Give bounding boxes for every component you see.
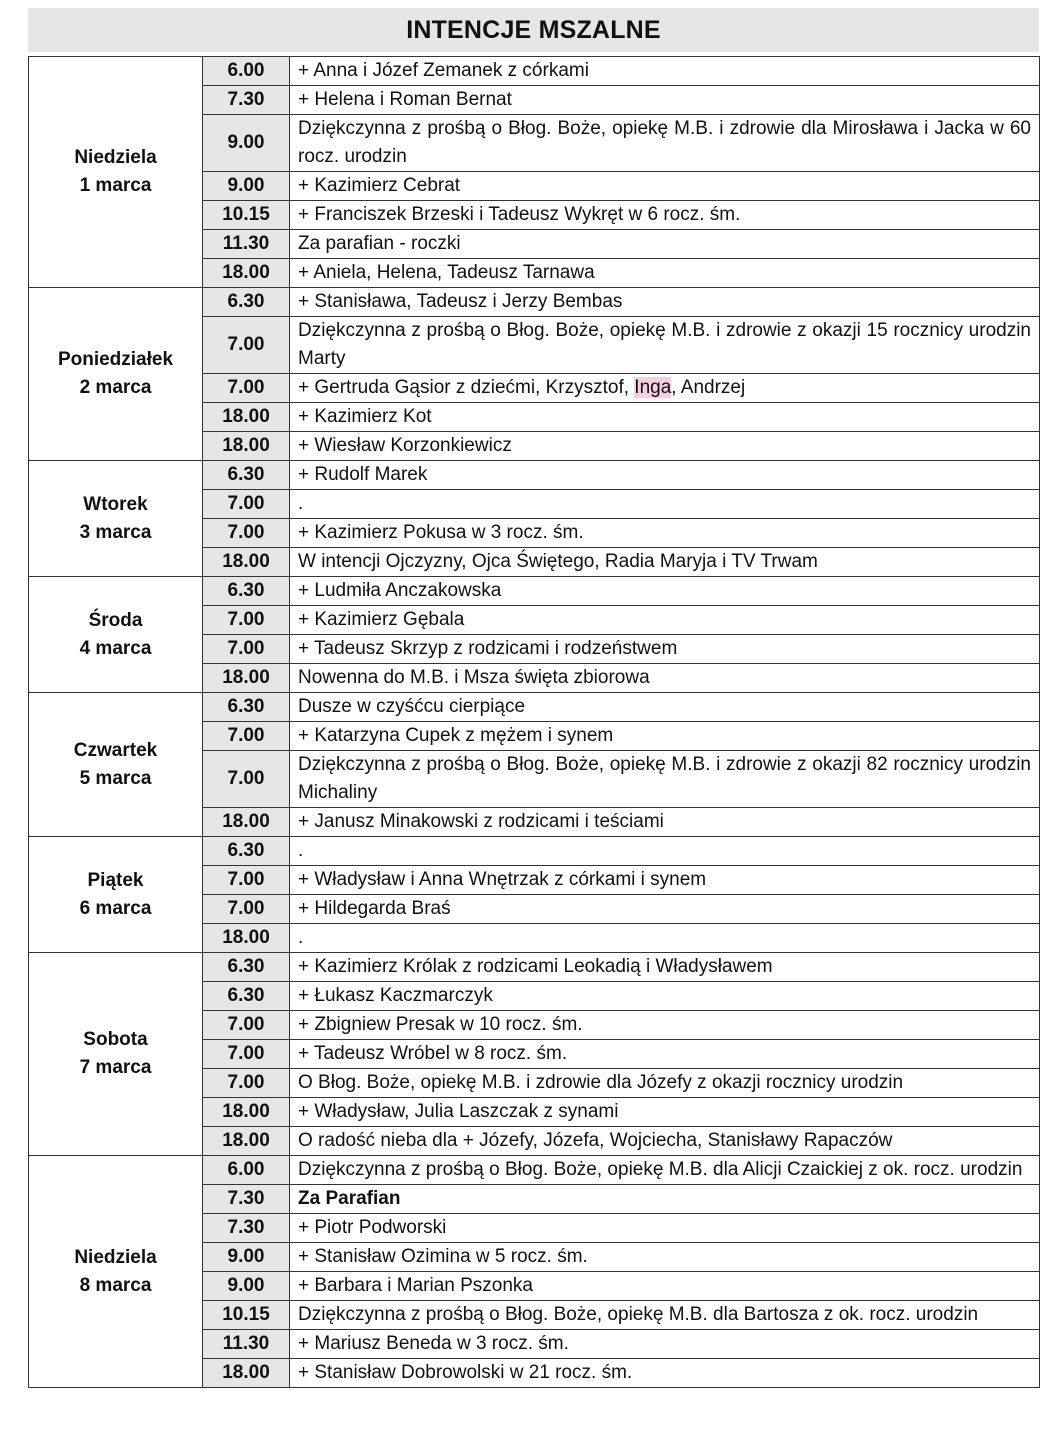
mass-intention: + Zbigniew Presak w 10 rocz. śm.: [290, 1011, 1040, 1040]
mass-intention: + Kazimierz Kot: [290, 403, 1040, 432]
mass-time: 10.15: [203, 1301, 290, 1330]
day-date: 3 marca: [79, 521, 152, 543]
mass-intention: + Janusz Minakowski z rodzicami i teściami: [290, 808, 1040, 837]
mass-time: 7.00: [203, 895, 290, 924]
mass-time: 9.00: [203, 1272, 290, 1301]
mass-intention: + Rudolf Marek: [290, 461, 1040, 490]
day-date: 7 marca: [79, 1057, 152, 1078]
mass-intention: + Mariusz Beneda w 3 rocz. śm.: [290, 1330, 1040, 1359]
day-name: Piątek: [87, 869, 144, 891]
mass-intention: + Tadeusz Wróbel w 8 rocz. śm.: [290, 1040, 1040, 1069]
mass-intention: + Stanisław Dobrowolski w 21 rocz. śm.: [290, 1359, 1040, 1388]
mass-time: 18.00: [203, 403, 290, 432]
mass-intention: + Helena i Roman Bernat: [290, 86, 1040, 115]
mass-time: 7.00: [203, 606, 290, 635]
mass-time: 7.00: [203, 519, 290, 548]
mass-time: 6.00: [203, 1156, 290, 1185]
table-row: [29, 461, 1040, 490]
mass-intention: + Wiesław Korzonkiewicz: [290, 432, 1040, 461]
day-date: 1 marca: [79, 175, 152, 196]
mass-intention: O radość nieba dla + Józefy, Józefa, Wojciecha, Stanisławy Rapaczów: [290, 1127, 1040, 1156]
day-date: 4 marca: [79, 637, 152, 659]
mass-intention: + Władysław i Anna Wnętrzak z córkami i synem: [290, 866, 1040, 895]
mass-time: 18.00: [203, 1127, 290, 1156]
day-name: Wtorek: [83, 493, 148, 515]
mass-intention: Dziękczynna z prośbą o Błog. Boże, opiekę M.B. dla Alicji Czaickiej z ok. rocz. urodzin: [290, 1156, 1040, 1185]
mass-intention: [290, 374, 1040, 403]
day-name: Środa: [88, 609, 143, 631]
mass-intention: Za Parafian: [290, 1185, 1040, 1214]
highlighted-name: Inga: [634, 377, 672, 398]
mass-time: 18.00: [203, 548, 290, 577]
mass-intention: + Barbara i Marian Pszonka: [290, 1272, 1040, 1301]
mass-intention: + Kazimierz Cebrat: [290, 172, 1040, 201]
mass-time: 7.00: [203, 751, 290, 808]
mass-time: 18.00: [203, 1359, 290, 1388]
mass-time: 7.00: [203, 490, 290, 519]
mass-time: 6.30: [203, 577, 290, 606]
day-date: 2 marca: [79, 377, 152, 398]
mass-intention: + Anna i Józef Zemanek z córkami: [290, 57, 1040, 86]
mass-intention: + Władysław, Julia Laszczak z synami: [290, 1098, 1040, 1127]
mass-time: 18.00: [203, 808, 290, 837]
mass-intention: + Kazimierz Pokusa w 3 rocz. śm.: [290, 519, 1040, 548]
mass-intention: Dziękczynna z prośbą o Błog. Boże, opiekę M.B. i zdrowie z okazji 82 rocznicy urodzin Michaliny: [290, 751, 1040, 808]
mass-intention: + Piotr Podworski: [290, 1214, 1040, 1243]
table-row: [29, 57, 1040, 86]
mass-time: 18.00: [203, 664, 290, 693]
mass-time: 9.00: [203, 172, 290, 201]
mass-time: 18.00: [203, 1098, 290, 1127]
table-row: [29, 577, 1040, 606]
intention-text: , Andrzej: [671, 377, 746, 398]
mass-intention: + Ludmiła Anczakowska: [290, 577, 1040, 606]
mass-intention: + Tadeusz Skrzyp z rodzicami i rodzeństwem: [290, 635, 1040, 664]
mass-intention: W intencji Ojczyzny, Ojca Świętego, Radia Maryja i TV Trwam: [290, 548, 1040, 577]
mass-intention: + Katarzyna Cupek z mężem i synem: [290, 722, 1040, 751]
mass-intention: O Błog. Boże, opiekę M.B. i zdrowie dla Józefy z okazji rocznicy urodzin: [290, 1069, 1040, 1098]
day-name: Niedziela: [74, 147, 157, 168]
day-cell: [29, 57, 203, 288]
table-row: [29, 1156, 1040, 1185]
mass-time: 6.30: [203, 982, 290, 1011]
mass-time: 7.00: [203, 317, 290, 374]
mass-time: 6.30: [203, 953, 290, 982]
mass-time: 7.00: [203, 1011, 290, 1040]
mass-time: 7.30: [203, 1214, 290, 1243]
table-row: [29, 837, 1040, 866]
mass-intention: + Stanisław Ozimina w 5 rocz. śm.: [290, 1243, 1040, 1272]
day-cell: [29, 837, 203, 953]
day-name: Sobota: [83, 1029, 148, 1050]
mass-time: 7.00: [203, 866, 290, 895]
mass-intention: + Łukasz Kaczmarczyk: [290, 982, 1040, 1011]
mass-intention: Dusze w czyśćcu cierpiące: [290, 693, 1040, 722]
day-cell: [29, 288, 203, 461]
mass-time: 9.00: [203, 1243, 290, 1272]
table-row: [29, 288, 1040, 317]
mass-time: 7.00: [203, 1069, 290, 1098]
mass-time: 9.00: [203, 115, 290, 172]
day-cell: [29, 577, 203, 693]
page-title: INTENCJE MSZALNE: [28, 8, 1039, 52]
mass-time: 6.30: [203, 837, 290, 866]
day-cell: [29, 461, 203, 577]
mass-time: 11.30: [203, 1330, 290, 1359]
day-date: 8 marca: [79, 1274, 152, 1296]
mass-intentions-table: [28, 56, 1040, 1388]
mass-intention: Dziękczynna z prośbą o Błog. Boże, opiekę M.B. i zdrowie z okazji 15 rocznicy urodzin Marty: [290, 317, 1040, 374]
table-row: [29, 693, 1040, 722]
mass-time: 7.00: [203, 635, 290, 664]
mass-intention: Dziękczynna z prośbą o Błog. Boże, opiekę M.B. dla Bartosza z ok. rocz. urodzin: [290, 1301, 1040, 1330]
mass-time: 11.30: [203, 230, 290, 259]
mass-intention: + Hildegarda Braś: [290, 895, 1040, 924]
mass-time: 7.30: [203, 1185, 290, 1214]
mass-time: 6.00: [203, 57, 290, 86]
day-cell: [29, 693, 203, 837]
day-cell: [29, 1156, 203, 1388]
mass-intention: Nowenna do M.B. i Msza święta zbiorowa: [290, 664, 1040, 693]
intention-text: + Gertruda Gąsior z dziećmi, Krzysztof,: [298, 377, 635, 398]
mass-intention: + Kazimierz Królak z rodzicami Leokadią i Władysławem: [290, 953, 1040, 982]
mass-time: 6.30: [203, 461, 290, 490]
day-date: 6 marca: [79, 897, 152, 919]
mass-time: 7.00: [203, 722, 290, 751]
mass-intention: + Kazimierz Gębala: [290, 606, 1040, 635]
day-date: 5 marca: [79, 767, 152, 789]
mass-intention: Za parafian - roczki: [290, 230, 1040, 259]
mass-intention: + Franciszek Brzeski i Tadeusz Wykręt w 6 rocz. śm.: [290, 201, 1040, 230]
day-name: Poniedziałek: [57, 349, 174, 370]
mass-intention: .: [290, 490, 1040, 519]
mass-intention: .: [290, 924, 1040, 953]
mass-time: 7.00: [203, 1040, 290, 1069]
mass-time: 18.00: [203, 259, 290, 288]
mass-intention: + Aniela, Helena, Tadeusz Tarnawa: [290, 259, 1040, 288]
mass-intention: Dziękczynna z prośbą o Błog. Boże, opiekę M.B. i zdrowie dla Mirosława i Jacka w 60 rocz. urodzin: [290, 115, 1040, 172]
mass-time: 7.00: [203, 374, 290, 403]
mass-time: 10.15: [203, 201, 290, 230]
mass-intention: + Stanisława, Tadeusz i Jerzy Bembas: [290, 288, 1040, 317]
mass-time: 7.30: [203, 86, 290, 115]
mass-time: 18.00: [203, 432, 290, 461]
day-name: Niedziela: [74, 1246, 157, 1268]
day-cell: [29, 953, 203, 1156]
mass-intention: .: [290, 837, 1040, 866]
table-row: [29, 953, 1040, 982]
mass-time: 6.30: [203, 288, 290, 317]
mass-time: 6.30: [203, 693, 290, 722]
day-name: Czwartek: [73, 739, 158, 761]
mass-time: 18.00: [203, 924, 290, 953]
